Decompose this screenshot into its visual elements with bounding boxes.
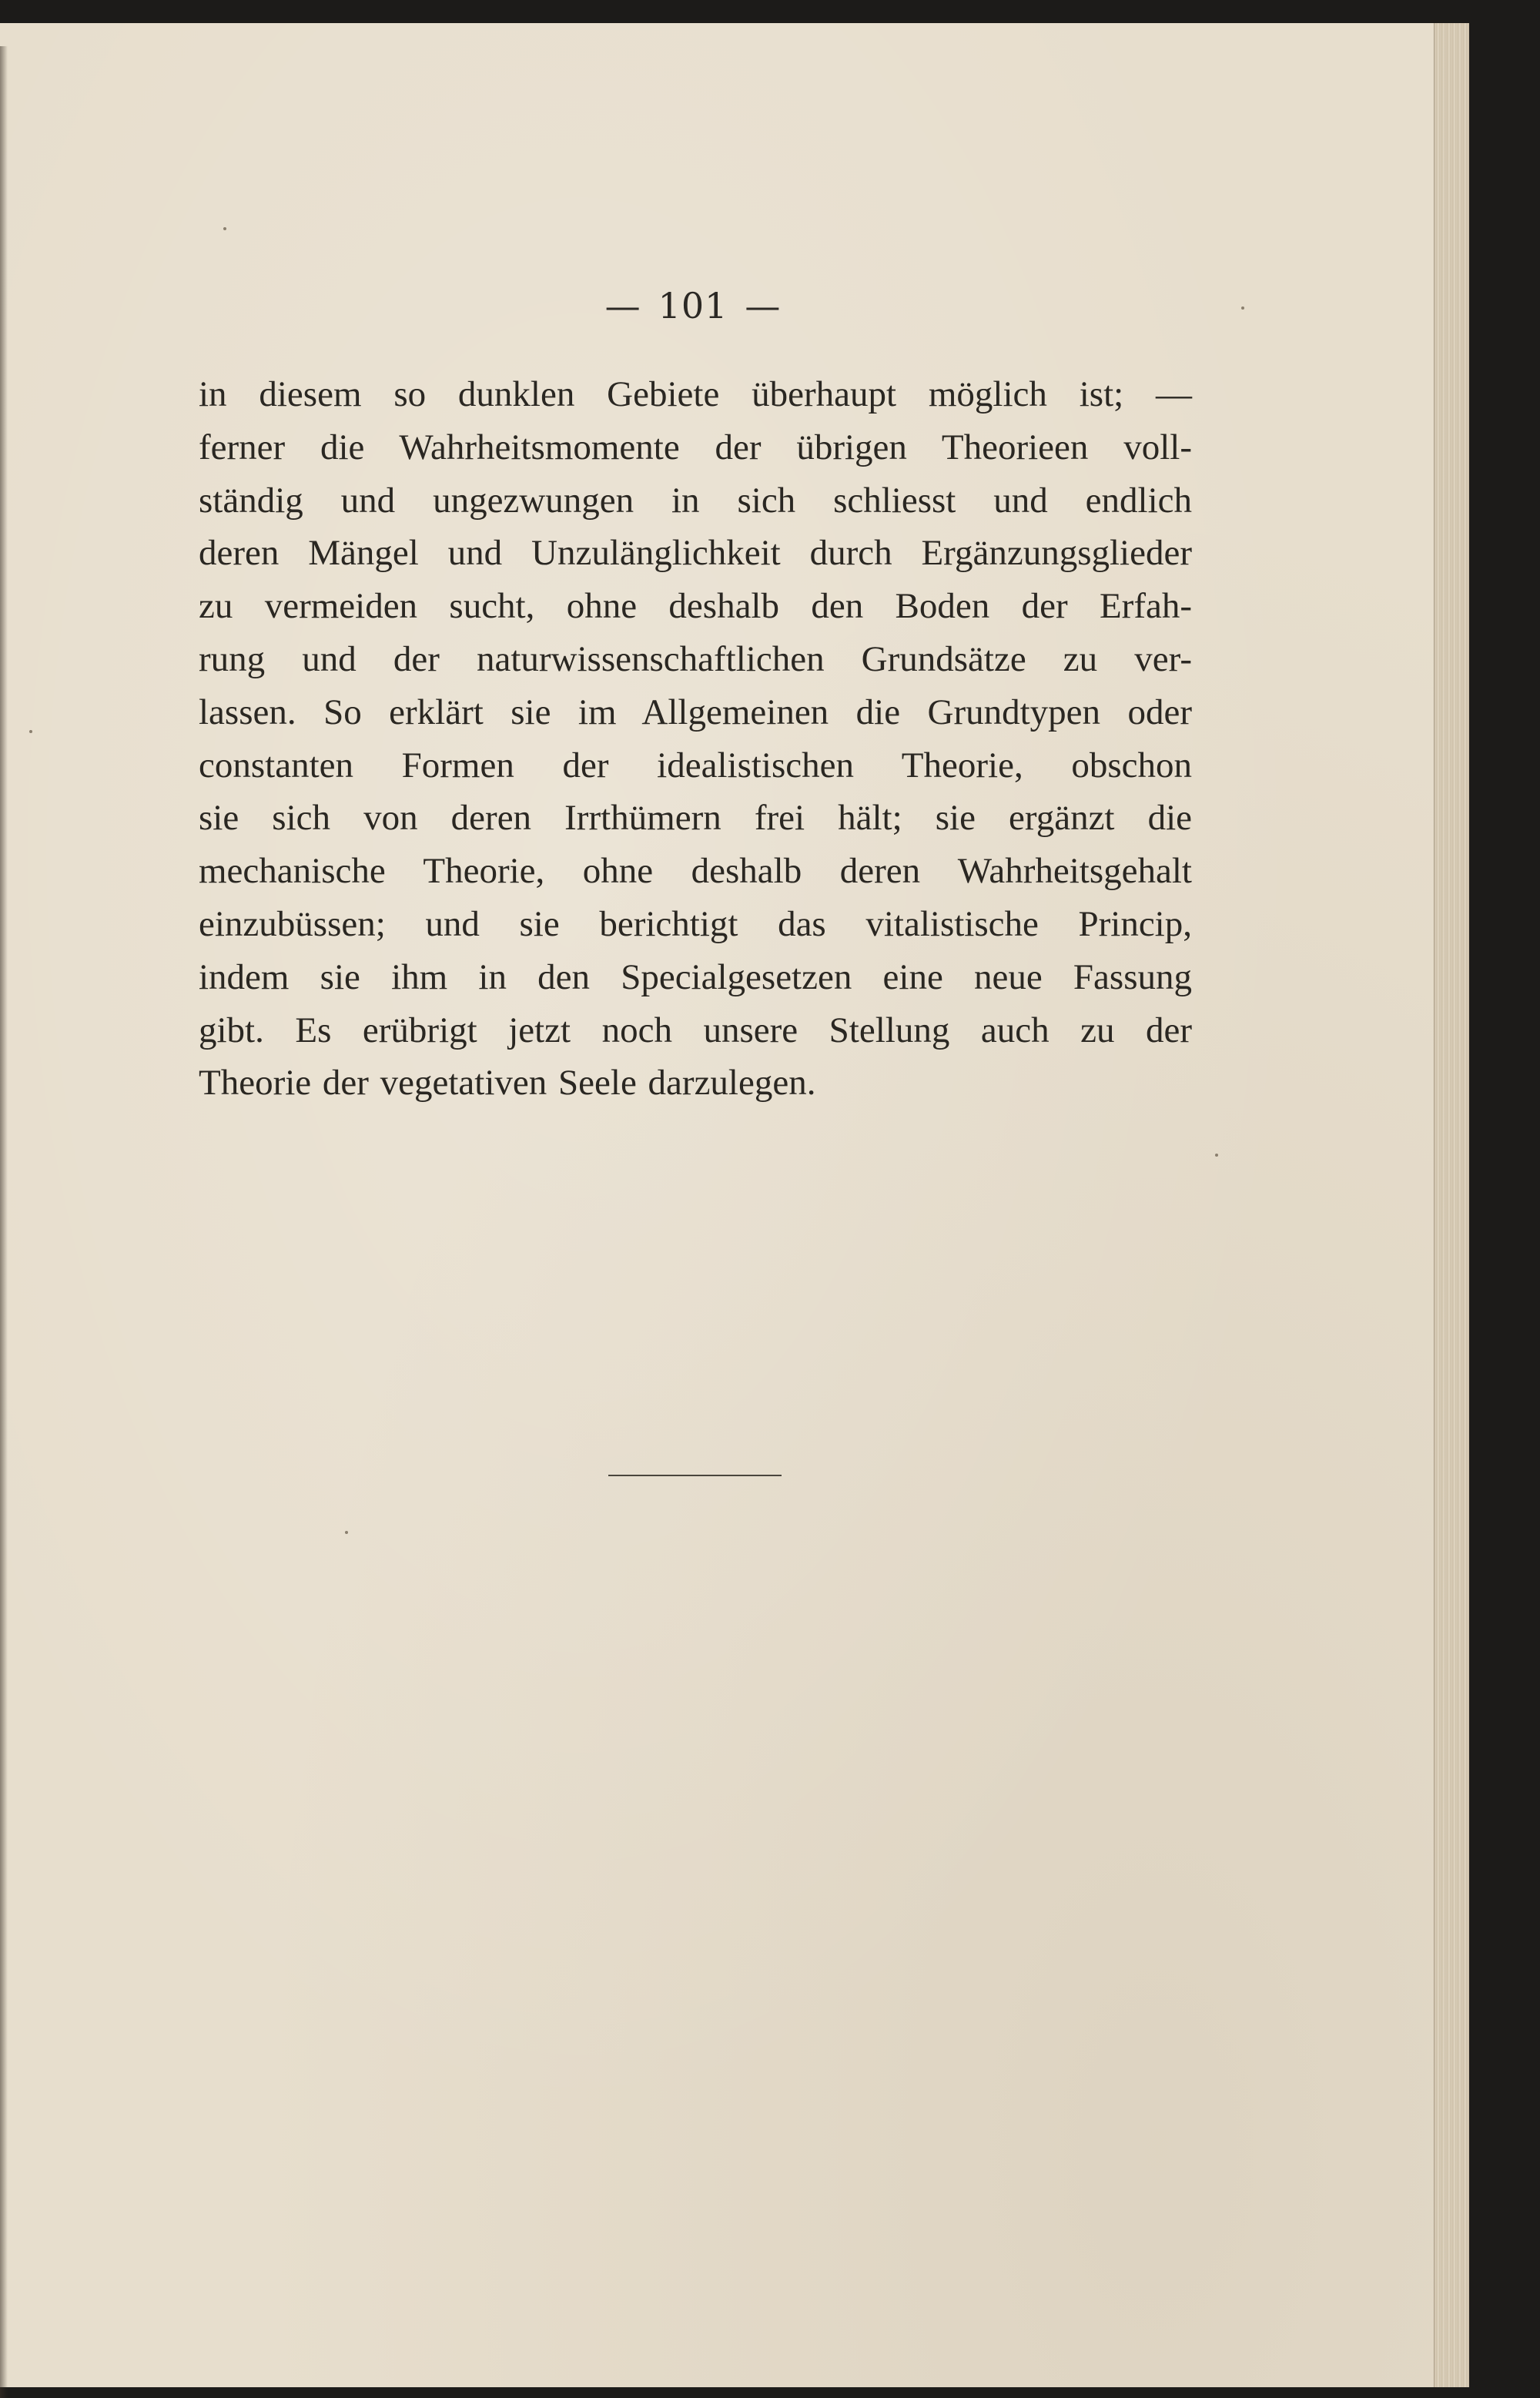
text-line: ferner die Wahrheitsmomente der übrigen Theorieen voll- <box>199 427 1192 467</box>
binding-shadow <box>0 46 8 2398</box>
text-line: mechanische Theorie, ohne deshalb deren Wahrheitsgehalt <box>199 851 1192 892</box>
paper-speck <box>29 730 32 733</box>
text-line: constanten Formen der idealistischen Theorie, obschon <box>199 745 1192 785</box>
text-line: indem sie ihm in den Specialgesetzen eine neue Fassung <box>199 956 1192 997</box>
page-header <box>0 285 1386 327</box>
body-text <box>199 368 1192 1110</box>
text-line: lassen. So erklärt sie im Allgemeinen die Grundtypen oder <box>199 692 1192 732</box>
text-line: sie sich von deren Irrthümern frei hält; sie ergänzt die <box>199 798 1192 839</box>
header-dash-right: — <box>745 285 782 327</box>
page-stack-edge <box>1434 23 1470 2387</box>
text-line: deren Mängel und Unzulänglichkeit durch Ergänzungsglieder <box>199 533 1192 574</box>
page-number: 101 <box>658 285 728 327</box>
paper-speck <box>1215 1154 1218 1157</box>
text-line: zu vermeiden sucht, ohne deshalb den Boden der Erfah- <box>199 586 1192 627</box>
text-line: einzubüssen; und sie berichtigt das vitalistische Princip, <box>199 903 1192 944</box>
paper-speck <box>1241 306 1244 310</box>
section-end-rule <box>608 1475 782 1476</box>
scan-background-edge <box>1469 0 1540 2398</box>
paper-speck <box>223 227 226 230</box>
text-line: gibt. Es erübrigt jetzt noch unsere Stellung auch zu der <box>199 1010 1192 1050</box>
text-line: in diesem so dunklen Gebiete überhaupt möglich ist; — <box>199 374 1192 414</box>
header-dash-left: — <box>604 285 641 327</box>
text-line: Theorie der vegetativen Seele darzulegen. <box>199 1063 816 1104</box>
book-page <box>0 23 1449 2387</box>
paper-speck <box>345 1531 348 1534</box>
text-line: ständig und ungezwungen in sich schliesst und endlich <box>199 480 1192 521</box>
text-line: rung und der naturwissenschaftlichen Grundsätze zu ver- <box>199 638 1192 679</box>
